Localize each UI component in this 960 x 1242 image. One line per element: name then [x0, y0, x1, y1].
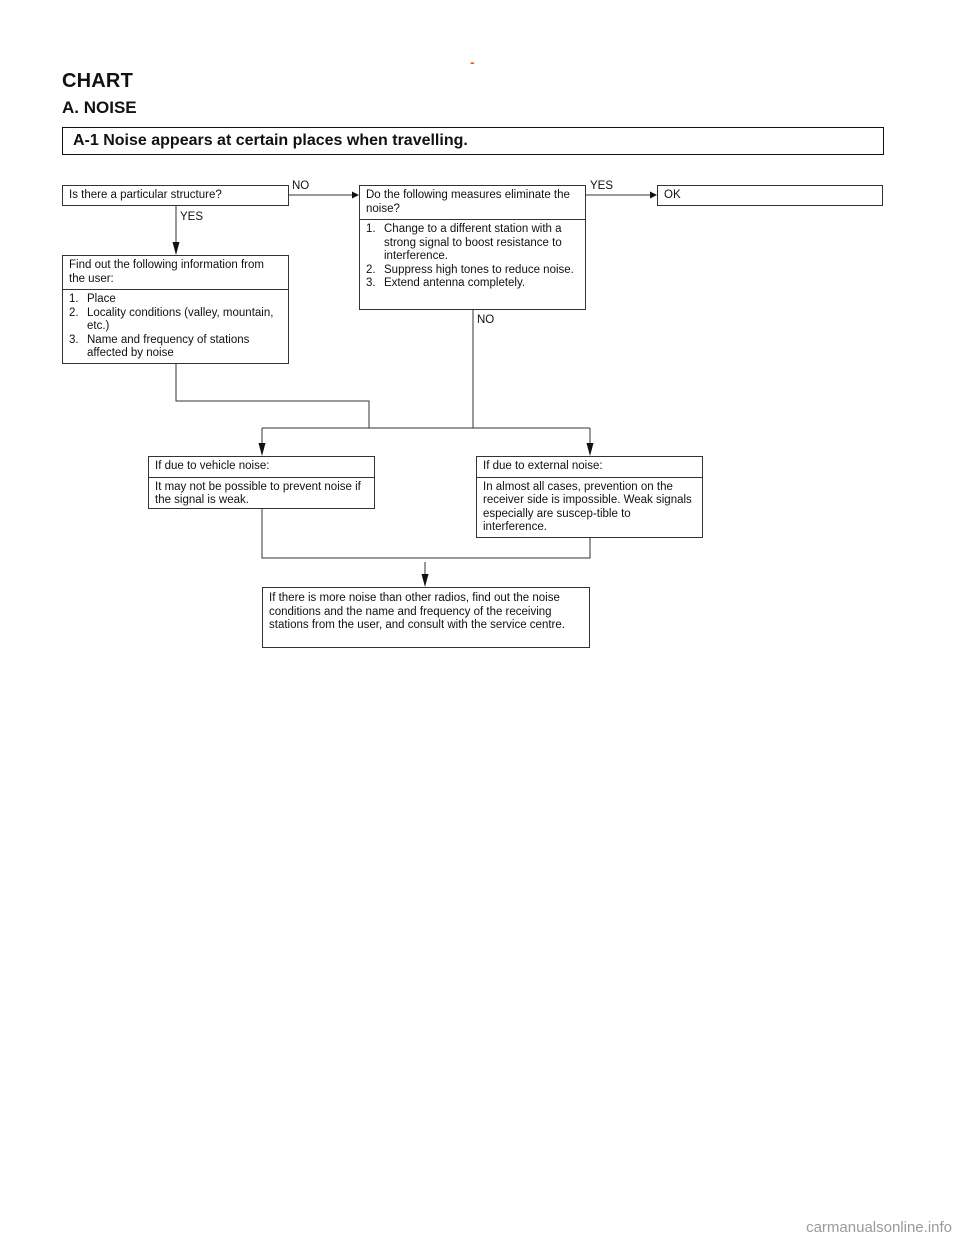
node-vehicle-header: If due to vehicle noise:: [149, 457, 374, 478]
watermark-text: carmanualsonline.info: [806, 1219, 952, 1236]
top-marker: -: [470, 54, 475, 70]
measures-item-number: 1.: [366, 223, 376, 235]
section-banner: A-1 Noise appears at certain places when travelling.: [62, 127, 884, 155]
chart-title: CHART: [62, 70, 133, 92]
node-ok-text: OK: [664, 189, 681, 201]
node-consult-text: If there is more noise than other radios, find out the noise conditions and the name and frequency of the receiving stations from the user, and consult with the service centre.: [269, 592, 565, 631]
find-out-item-number: 1.: [69, 293, 79, 305]
node-measures-header: Do the following measures eliminate the noise?: [360, 186, 585, 220]
node-external-body: In almost all cases, prevention on the receiver side is impossible. Weak signals especially are suscep-tible to interference.: [483, 480, 692, 533]
arrowhead-no-1: [352, 192, 359, 199]
measures-list: [366, 223, 579, 291]
node-measures: [359, 185, 586, 310]
find-out-item: 3. Name and frequency of stations affected by noise: [69, 333, 250, 359]
measures-item: 3. Extend antenna completely.: [366, 277, 526, 289]
section-title: A. NOISE: [62, 98, 137, 117]
label-no-1: NO: [292, 180, 310, 192]
find-out-item-number: 3.: [69, 333, 79, 346]
connector-find-out: [176, 364, 369, 428]
arrowhead-consult: [422, 574, 429, 587]
label-no-2: NO: [477, 314, 495, 326]
node-external-header: If due to external noise:: [477, 457, 702, 478]
measures-item: 1. Change to a different station with a strong signal to boost resistance to interference.: [366, 223, 562, 262]
arrowhead-yes-2: [650, 192, 657, 199]
find-out-list: [69, 293, 282, 361]
node-structure-text: Is there a particular structure?: [69, 189, 222, 201]
node-vehicle-noise: [148, 456, 375, 509]
arrowhead-yes-1: [173, 242, 180, 255]
arrowhead-vehicle: [259, 443, 266, 456]
node-external-noise: [476, 456, 703, 538]
node-ok: [657, 185, 883, 206]
node-find-out-header: Find out the following information from the user:: [63, 256, 288, 290]
node-find-out: [62, 255, 289, 364]
find-out-item: 2. Locality conditions (valley, mountain, etc.): [69, 306, 274, 332]
measures-item-number: 3.: [366, 277, 376, 289]
measures-item: 2. Suppress high tones to reduce noise.: [366, 263, 574, 276]
find-out-item: 1. Place: [69, 293, 116, 305]
arrowhead-external: [587, 443, 594, 456]
label-yes-2: YES: [590, 180, 614, 192]
node-consult: [262, 587, 590, 648]
label-yes-1: YES: [180, 211, 204, 223]
node-measures-body: [360, 220, 585, 294]
find-out-item-number: 2.: [69, 306, 79, 319]
node-find-out-body: [63, 290, 288, 364]
node-structure: [62, 185, 289, 206]
node-vehicle-body: It may not be possible to prevent noise if the signal is weak.: [155, 480, 361, 506]
measures-item-number: 2.: [366, 263, 376, 276]
